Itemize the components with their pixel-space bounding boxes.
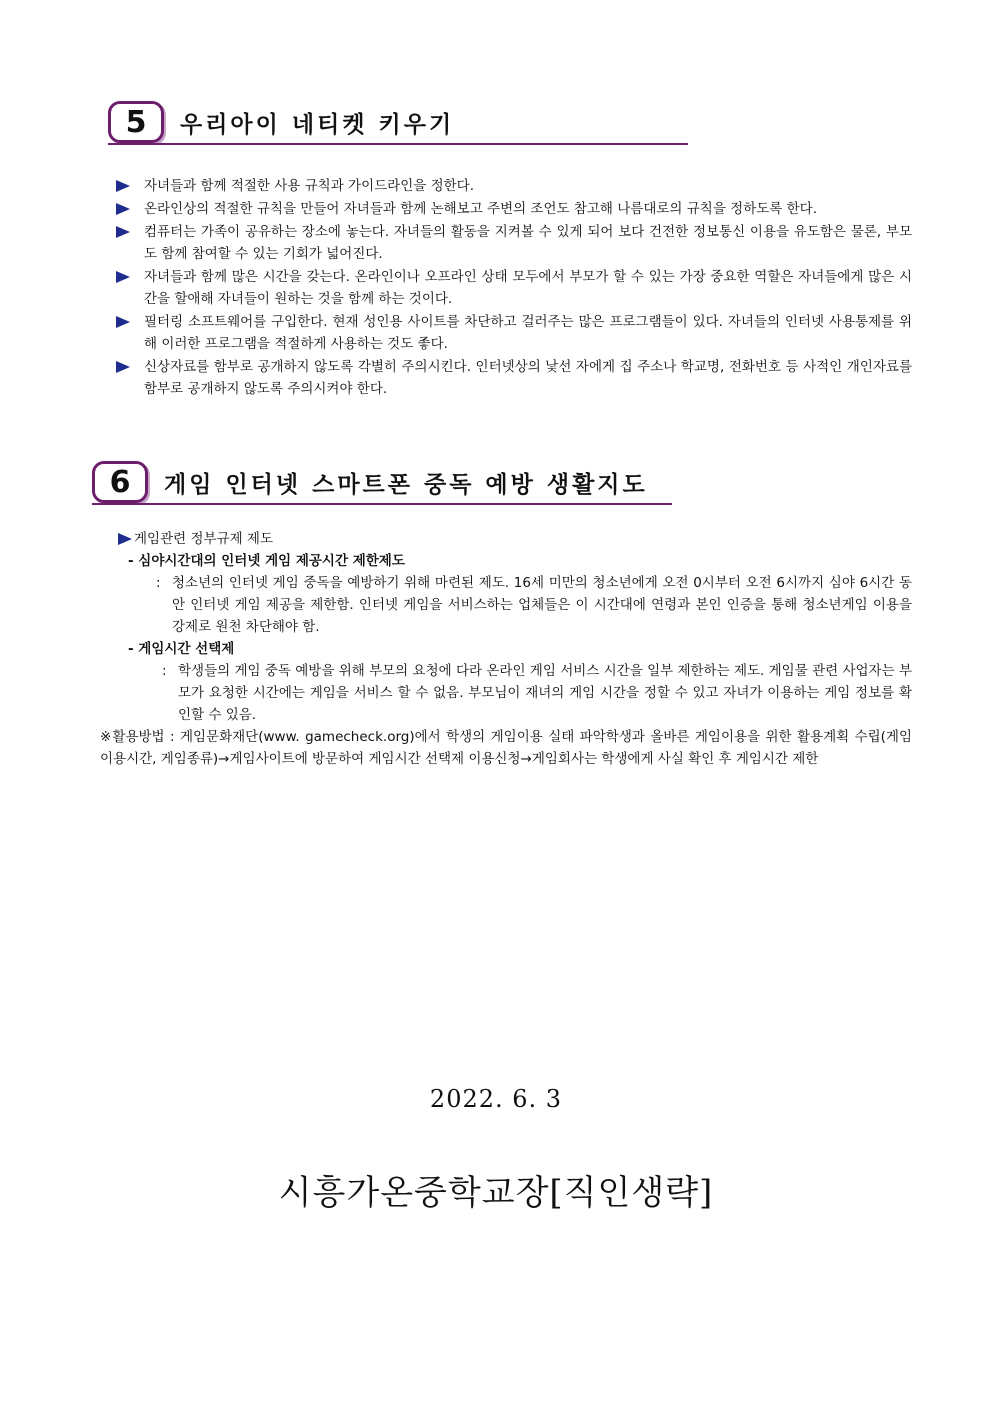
- section-5-number: 5: [125, 104, 147, 140]
- list-item: 자녀들과 함께 적절한 사용 규칙과 가이드라인을 정한다.: [112, 175, 912, 197]
- section-5-bullet-list: [112, 175, 912, 401]
- list-item: 신상자료를 함부로 공개하지 않도록 각별히 주의시킨다. 인터넷상의 낯선 자에게 집 주소나 학교명, 전화번호 등 사적인 개인자료를 함부로 공개하지 않도록 주의시켜야 한다.: [112, 356, 912, 400]
- subsection-description-night-limit: : 청소년의 인터넷 게임 중독을 예방하기 위해 마련된 제도. 16세 미만의 청소년에게 오전 0시부터 오전 6시까지 심야 6시간 동안 인터넷 게임 제공을 제한함. 인터넷 게임을 서비스하는 업체들은 이 시간대에 연령과 본인 인증을 통해 청소년게임 이용을 강제로 원천 차단해야 함.: [156, 575, 912, 635]
- list-item: 컴퓨터는 가족이 공유하는 장소에 놓는다. 자녀들의 활동을 지켜볼 수 있게 되어 보다 건전한 정보통신 이용을 유도함은 물론, 부모도 함께 참여할 수 있는 기회가 넓어진다.: [112, 221, 912, 265]
- section-5-underline: [108, 143, 688, 145]
- list-item: 자녀들과 함께 많은 시간을 갖는다. 온라인이나 오프라인 상태 모두에서 부모가 할 수 있는 가장 중요한 역할은 자녀들에게 많은 시간을 할애해 자녀들이 원하는 것을 함께 하는 것이다.: [112, 266, 912, 310]
- section-6-underline: [92, 503, 672, 505]
- document-date: 2022. 6. 3: [429, 1085, 563, 1113]
- section-6-number-box: [92, 461, 148, 503]
- section-5-number-box: [108, 101, 164, 143]
- triangle-bullet-icon: [116, 361, 130, 373]
- section-6-number: 6: [109, 464, 131, 500]
- section-6-header: [92, 461, 648, 503]
- document-signer: 시흥가온중학교장[직인생략]: [278, 1173, 714, 1213]
- subsection-heading-night-limit: - 심야시간대의 인터넷 게임 제공시간 제한제도: [128, 553, 405, 569]
- usage-note: ※활용방법 : 게임문화재단(www. gamecheck.org)에서 학생의 게임이용 실태 파악학생과 올바른 게임이용을 위한 활용계획 수립(게임 이용시간, 게임종류)→게임사이트에 방문하여 게임시간 선택제 이용신청→게임회사는 학생에게 사실 확인 후 게임시간 제한: [100, 729, 912, 767]
- triangle-bullet-icon: [116, 271, 130, 283]
- triangle-bullet-icon: [116, 203, 130, 215]
- list-item: 온라인상의 적절한 규칙을 만들어 자녀들과 함께 논해보고 주변의 조언도 참고해 나름대로의 규칙을 정하도록 한다.: [112, 198, 912, 220]
- triangle-bullet-icon: [116, 180, 130, 192]
- triangle-bullet-icon: [116, 316, 130, 328]
- subsection-heading-time-selection: - 게임시간 선택제: [128, 641, 235, 657]
- section-6-intro: 게임관련 정부규제 제도: [100, 528, 912, 550]
- triangle-bullet-icon: [116, 226, 130, 238]
- subsection-description-time-selection: : 학생들의 게임 중독 예방을 위해 부모의 요청에 다라 온라인 게임 서비스 시간을 일부 제한하는 제도. 게임물 관련 사업자는 부모가 요청한 시간에는 게임을 서비스 할 수 없음. 부모님이 재녀의 게임 시간을 정할 수 있고 자녀가 이용하는 게임 정보를 확인할 수 있음.: [162, 663, 912, 723]
- section-6-title: 게임 인터넷 스마트폰 중독 예방 생활지도: [164, 471, 648, 498]
- section-5-header: [108, 101, 454, 143]
- list-item: 필터링 소프트웨어를 구입한다. 현재 성인용 사이트를 차단하고 걸러주는 많은 프로그램들이 있다. 자녀들의 인터넷 사용통제를 위해 이러한 프로그램을 적절하게 사용하는 것도 좋다.: [112, 311, 912, 355]
- triangle-bullet-icon: [118, 533, 132, 545]
- section-5-title: 우리아이 네티켓 키우기: [180, 111, 455, 138]
- section-6-body: [100, 528, 912, 770]
